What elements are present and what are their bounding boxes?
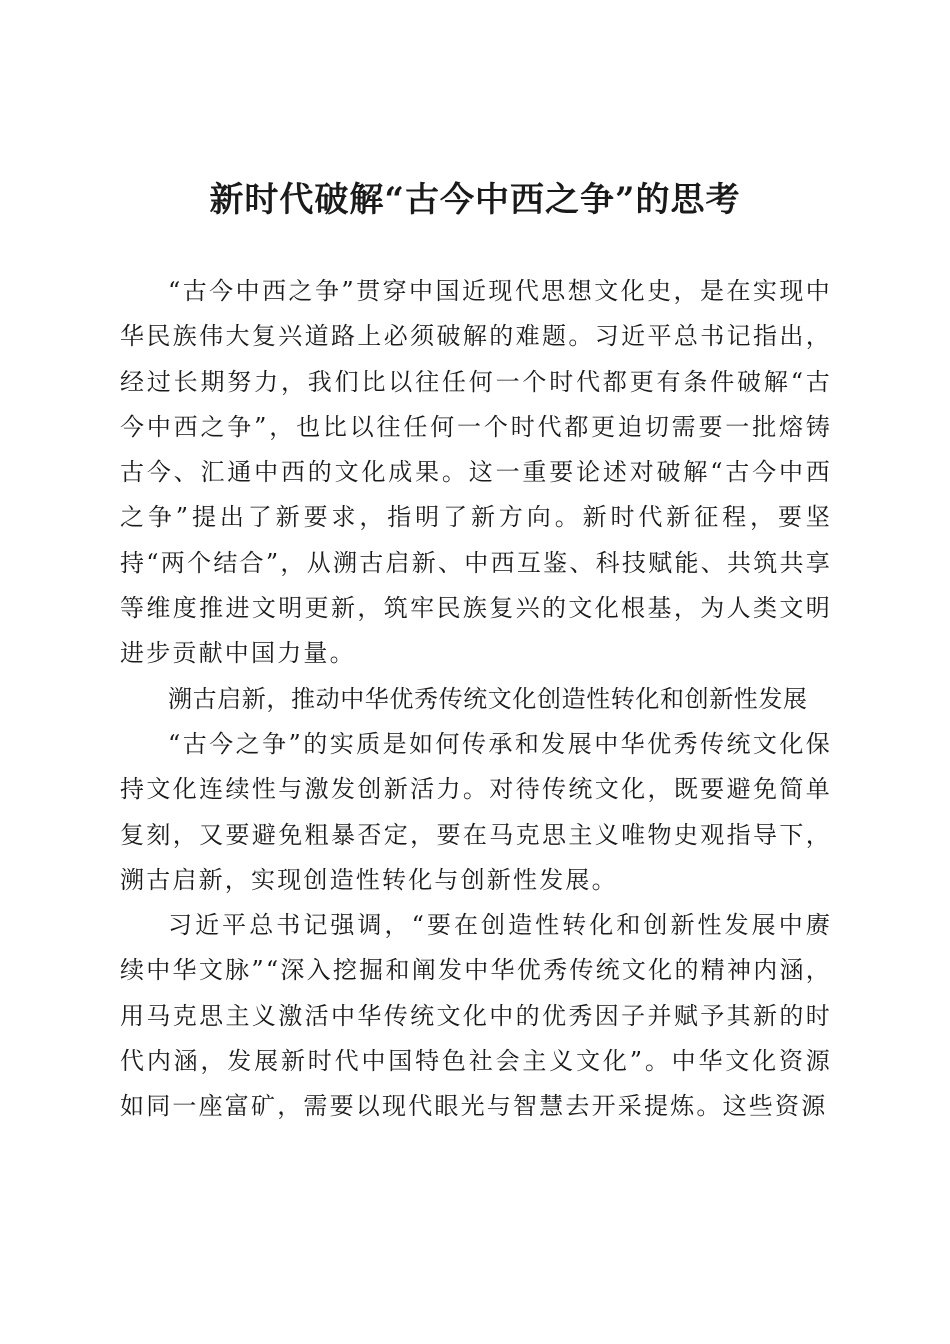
document-body xyxy=(120,269,832,1130)
section-heading: 溯古启新，推动中华优秀传统文化创造性转化和创新性发展 xyxy=(168,684,808,713)
document-title: 新时代破解“古今中西之争”的思考 xyxy=(209,180,741,220)
intro-paragraph: “古今中西之争”贯穿中国近现代思想文化史，是在实现中华民族伟大复兴道路上必须破解的难题。习近平总书记指出，经过长期努力，我们比以往任何一个时代都更有条件破解“古今中西之争”，也比以往任何一个时代都更迫切需要一批熔铸古今、汇通中西的文化成果。这一重要论述对破解“古今中西之争”提出了新要求，指明了新方向。新时代新征程，要坚持“两个结合”，从溯古启新、中西互鉴、科技赋能、共筑共享等维度推进文明更新，筑牢民族复兴的文化根基，为人类文明进步贡献中国力量。 xyxy=(120,277,832,668)
section-paragraph-2: 习近平总书记强调，“要在创造性转化和创新性发展中赓续中华文脉”“深入挖掘和阐发中华优秀传统文化的精神内涵，用马克思主义激活中华传统文化中的优秀因子并赋予其新的时代内涵，发展新时代中国特色社会主义文化”。中华文化资源如同一座富矿，需要以现代眼光与智慧去开采提炼。这些资源 xyxy=(120,911,832,1121)
section-paragraph-1: “古今之争”的实质是如何传承和发展中华优秀传统文化保持文化连续性与激发创新活力。对待传统文化，既要避免简单复刻，又要避免粗暴否定，要在马克思主义唯物史观指导下，溯古启新，实现创造性转化与创新性发展。 xyxy=(120,729,832,894)
